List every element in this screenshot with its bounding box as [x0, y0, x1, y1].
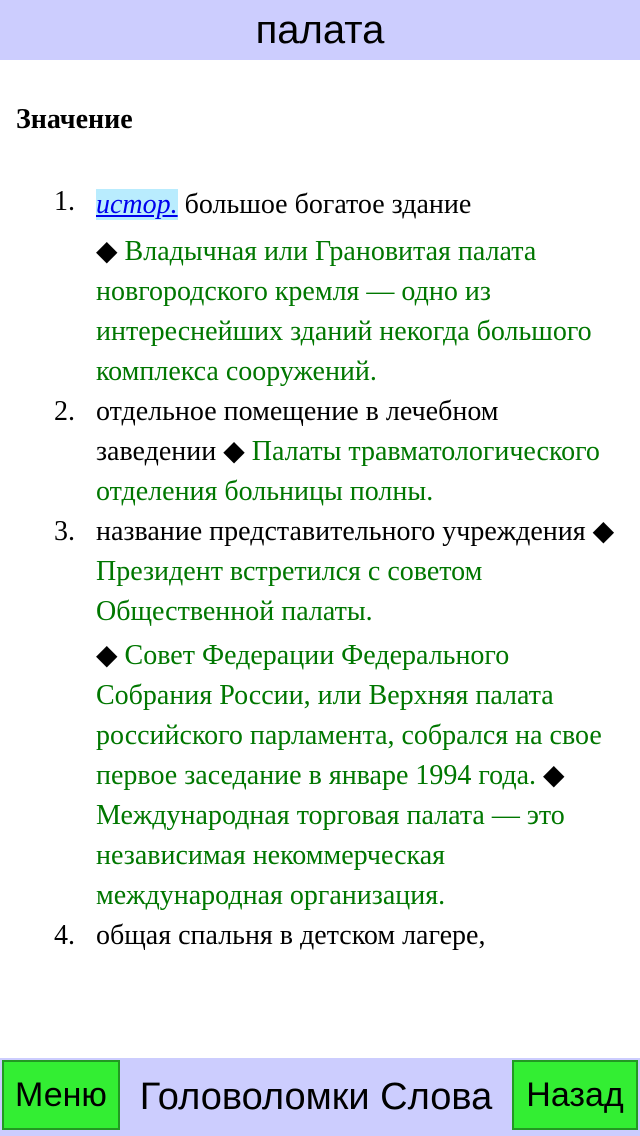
back-button[interactable]: Назад	[512, 1060, 638, 1130]
diamond-icon: ◆	[543, 760, 565, 791]
word-title-bar	[0, 0, 640, 60]
meanings-list	[0, 182, 640, 956]
example-text: Президент встретился с советом Общественной палаты.	[96, 556, 483, 627]
meaning-text: название представительного учреждения	[96, 516, 586, 547]
meaning-number: 1.	[54, 186, 75, 217]
bottom-bar	[0, 1058, 640, 1136]
meaning-text: отдельное помещение в лечебном заведении	[96, 396, 499, 467]
meaning-item	[0, 392, 640, 512]
example-text: Международная торговая палата — это независимая некоммерческая международная организация.	[96, 800, 565, 911]
meaning-text: большое богатое здание	[177, 189, 472, 220]
diamond-icon: ◆	[592, 516, 615, 547]
example-text: Совет Федерации Федерального Собрания России, или Верхняя палата российского парламента, собрался на свое первое заседание в январе 1994 года.	[96, 640, 602, 791]
example-text: Владычная или Грановитая палата новгородского кремля — одно из интереснейших зданий некогда большого комплекса сооружений.	[96, 236, 592, 387]
diamond-icon: ◆	[96, 640, 118, 671]
meaning-number: 3.	[54, 516, 75, 547]
meaning-number: 2.	[54, 396, 75, 427]
definition-content[interactable]	[0, 60, 640, 1058]
example-text: Палаты травматологического отделения больницы полны.	[96, 436, 600, 507]
meaning-item	[0, 512, 640, 916]
meaning-item	[0, 916, 640, 956]
meaning-text: общая спальня в детском лагере,	[96, 920, 486, 951]
meaning-item	[0, 182, 640, 392]
app-title: Головоломки Слова	[139, 1075, 493, 1118]
diamond-icon: ◆	[96, 236, 118, 267]
usage-tag-link[interactable]: истор.	[96, 189, 178, 220]
menu-button[interactable]: Меню	[2, 1060, 120, 1130]
diamond-icon: ◆	[223, 436, 245, 467]
meaning-number: 4.	[54, 920, 75, 951]
section-title: Значение	[16, 104, 133, 135]
word-title: палата	[255, 7, 385, 52]
